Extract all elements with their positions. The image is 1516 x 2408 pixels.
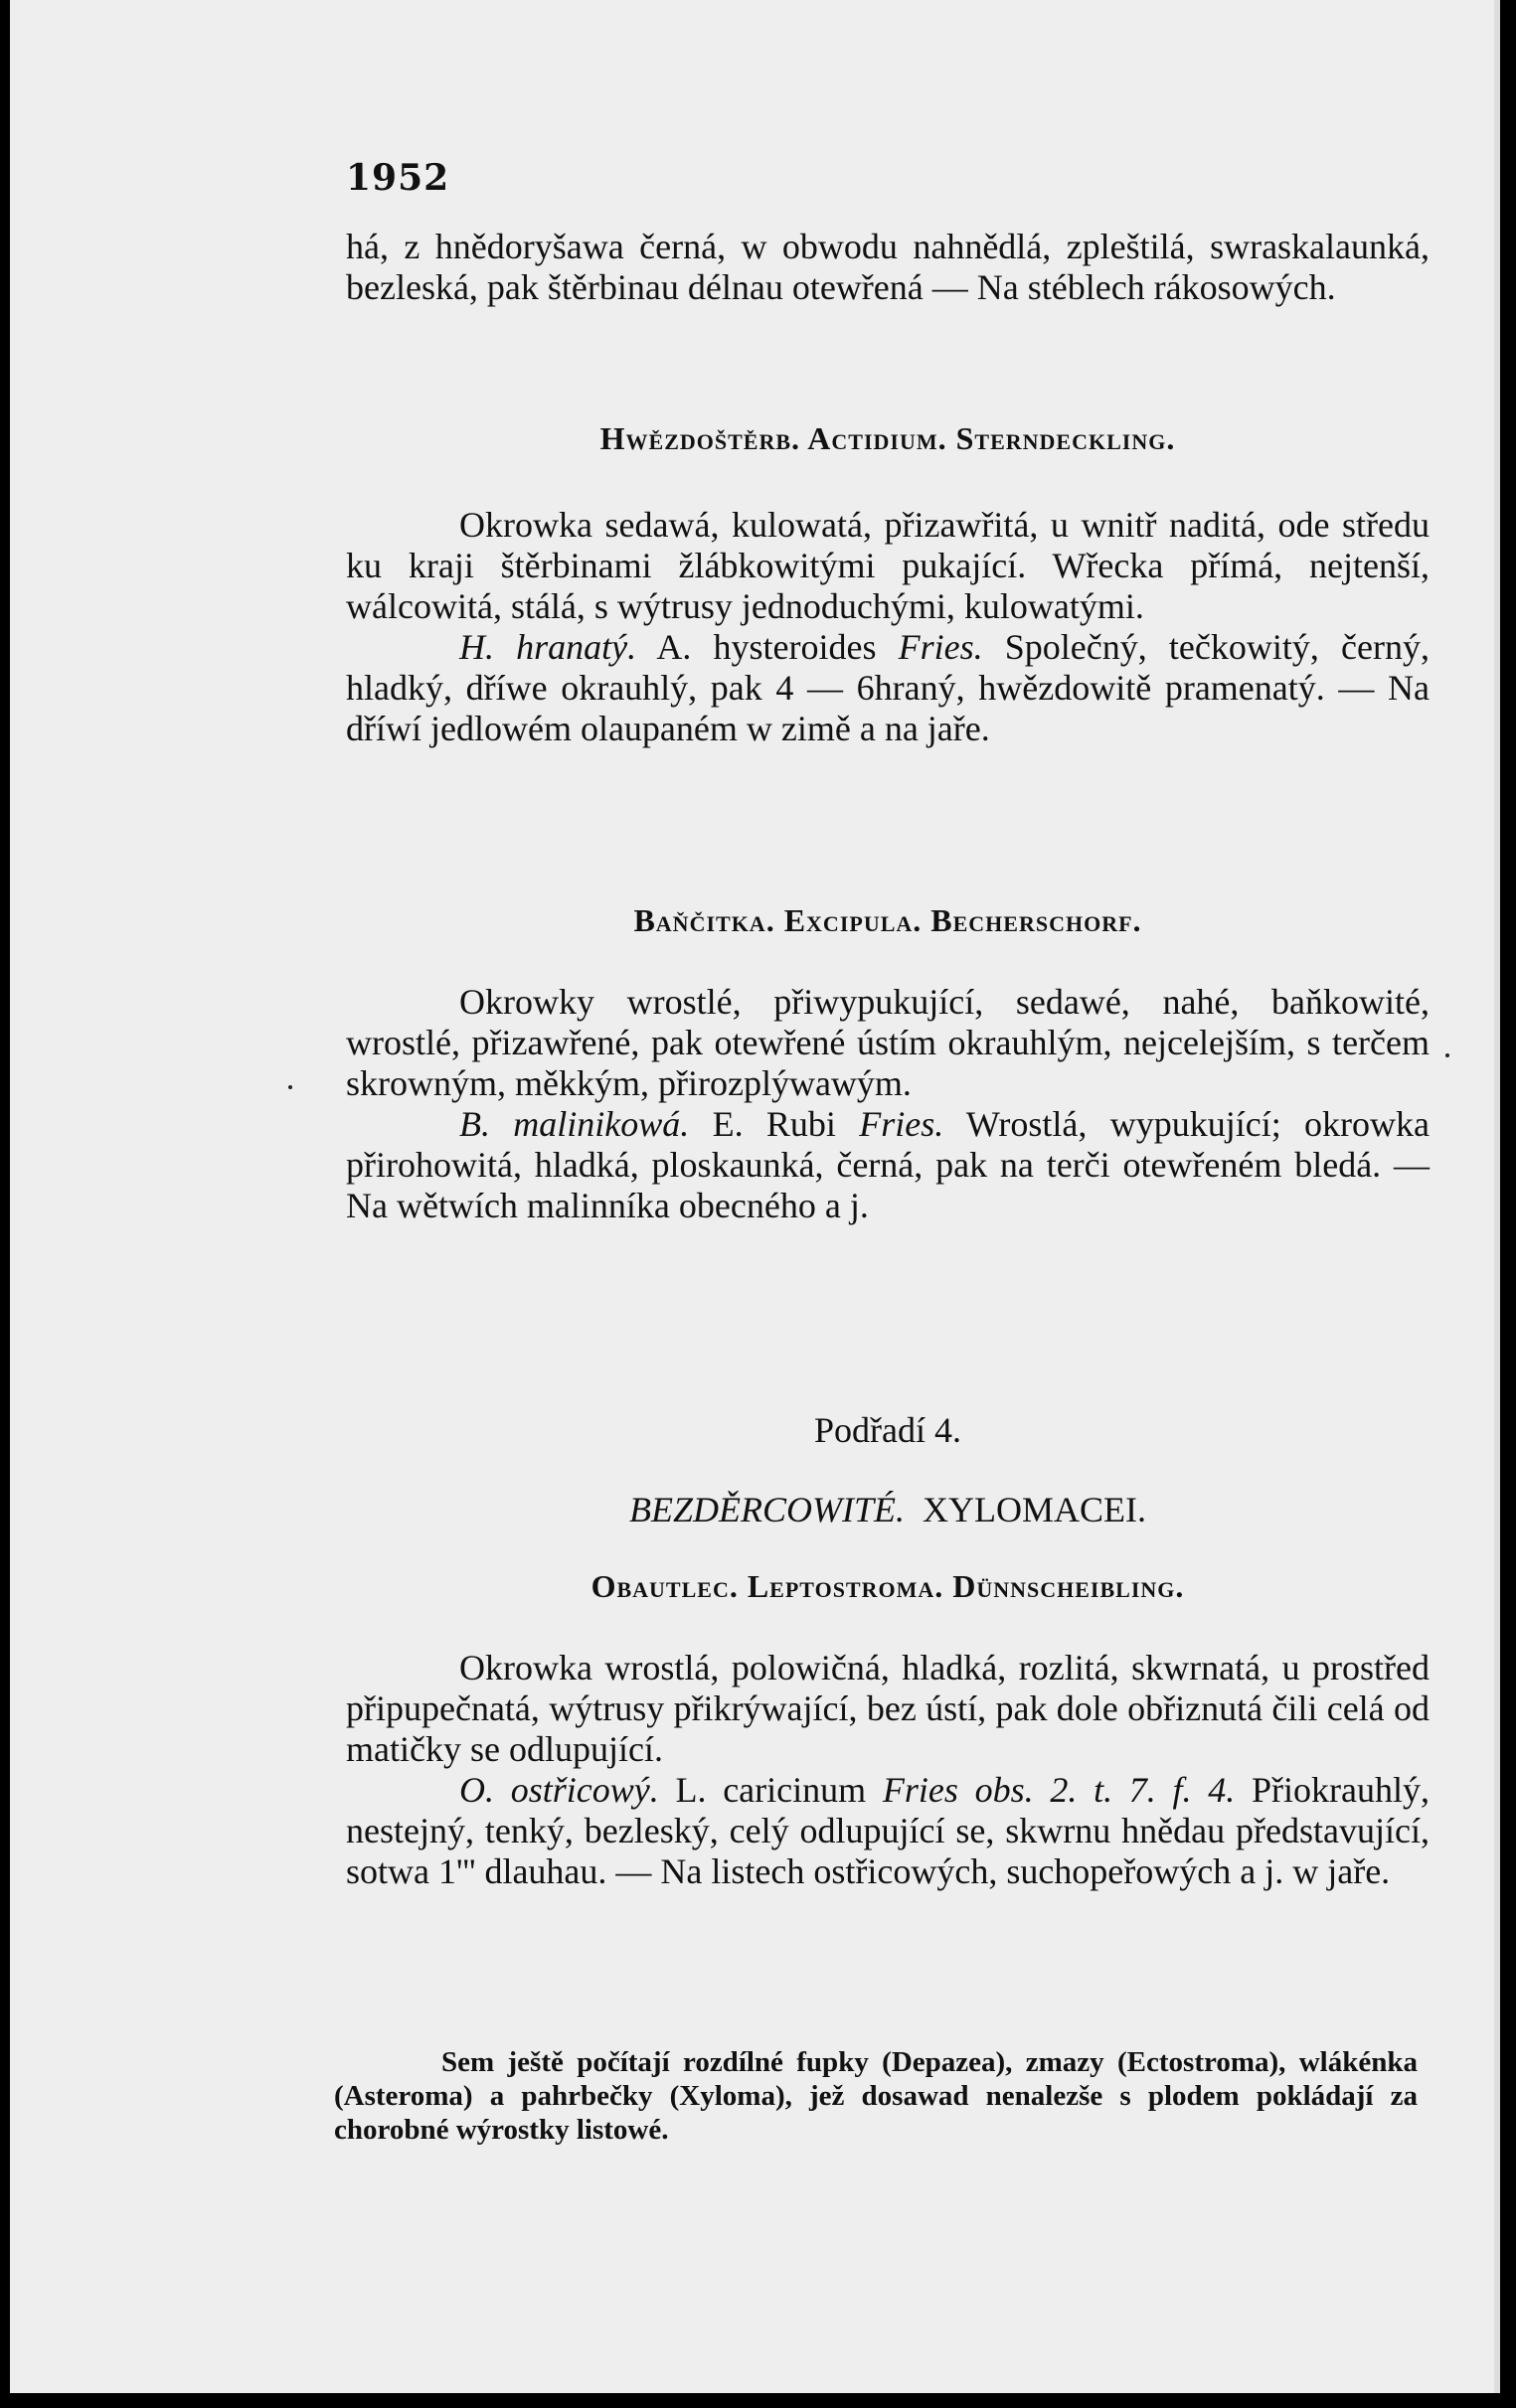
genus-text: Okrowky wrostlé, přiwypukující, sedawé, nahé, baňkowité, wrostlé, přizawřené, pak otewřené ústím okrauhlým, nejcelejším, s terčem skrowným, měkkým, přirozplýwawým. — [346, 982, 1430, 1103]
species-description: Přiokrauhlý, nestejný, tenký, bezleský, celý odlupující se, skwrnu hnědau představující, sotwa 1''' dlauhau. — Na listech ostřicowých, suchopeřowých a j. w jaře. — [346, 1770, 1430, 1891]
subfamily-title-czech: BEZDĚRCOWITÉ. — [629, 1490, 905, 1529]
genus-heading-actidium: Hwězdoštěrb. Actidium. Sterndeckling. — [599, 420, 1176, 456]
species-latin: E. Rubi — [689, 1104, 860, 1144]
species-latin: A. hysteroides — [636, 627, 899, 667]
footnote — [334, 2045, 1418, 2147]
paragraph-continuation — [346, 227, 1430, 308]
species-name: B. malinikowá. — [459, 1104, 690, 1144]
subfamily-title-latin: XYLOMACEI. — [923, 1490, 1146, 1529]
genus-description-actidium — [346, 505, 1430, 749]
genus-description-excipula — [346, 982, 1430, 1226]
subfamily-title — [346, 1489, 1430, 1530]
species-author: Fries obs. 2. t. 7. f. 4. — [882, 1770, 1236, 1810]
genus-heading-leptostroma: Obautlec. Leptostroma. Dünnscheibling. — [590, 1568, 1185, 1604]
species-entry — [346, 1770, 1430, 1892]
species-author: Fries. — [898, 627, 983, 667]
page-number: 1952 — [346, 157, 450, 199]
subfamily-label: Podřadí 4. — [814, 1410, 961, 1450]
genus-text: Okrowka sedawá, kulowatá, přizawřitá, u wnitř naditá, ode středu ku kraji štěrbinami žlábkowitými pukající. Wřecka přímá, nejtenší, wálcowitá, stálá, s wýtrusy jednoduchými, kulowatými. — [346, 505, 1430, 626]
ink-speck — [1445, 1053, 1449, 1057]
ink-speck — [288, 1085, 292, 1089]
species-author: Fries. — [859, 1104, 944, 1144]
genus-description-leptostroma — [346, 1648, 1430, 1892]
species-name: O. ostřicowý. — [459, 1770, 659, 1810]
species-description: Společný, tečkowitý, černý, hladký, dříwe okrauhlý, pak 4 — 6hraný, hwězdowitě pramenatý. — Na dříwí jedlowém olaupaném w zimě a na jaře. — [346, 627, 1430, 748]
continuation-text: há, z hnědoryšawa černá, w obwodu nahnědlá, zpleštilá, swraskalaunká, bezleská, pak štěrbinau délnau otewřená — Na stéblech rákosowých. — [346, 227, 1430, 307]
species-entry — [346, 1104, 1430, 1226]
footnote-text: Sem ještě počítají rozdílné fupky (Depazea), zmazy (Ectostroma), wlákénka (Asteroma) a pahrbečky (Xyloma), jež dosawad nenalezše s plodem pokládají za chorobné wýrostky listowé. — [334, 2046, 1418, 2146]
species-entry — [346, 627, 1430, 749]
species-description: Wrostlá, wypukující; okrowka přirohowitá, hladká, ploskaunká, černá, pak na terči otewřeném bledá. — Na wětwích malinníka obecného a j. — [346, 1104, 1430, 1225]
genus-heading-excipula: Baňčitka. Excipula. Becherschorf. — [633, 902, 1142, 938]
species-name: H. hranatý. — [459, 627, 637, 667]
species-latin: L. caricinum — [658, 1770, 883, 1810]
genus-text: Okrowka wrostlá, polowičná, hladká, rozlitá, skwrnatá, u prostřed připupečnatá, wýtrusy přikrýwající, bez ústí, pak dole obřiznutá čili celá od matičky se odlupující. — [346, 1648, 1430, 1769]
